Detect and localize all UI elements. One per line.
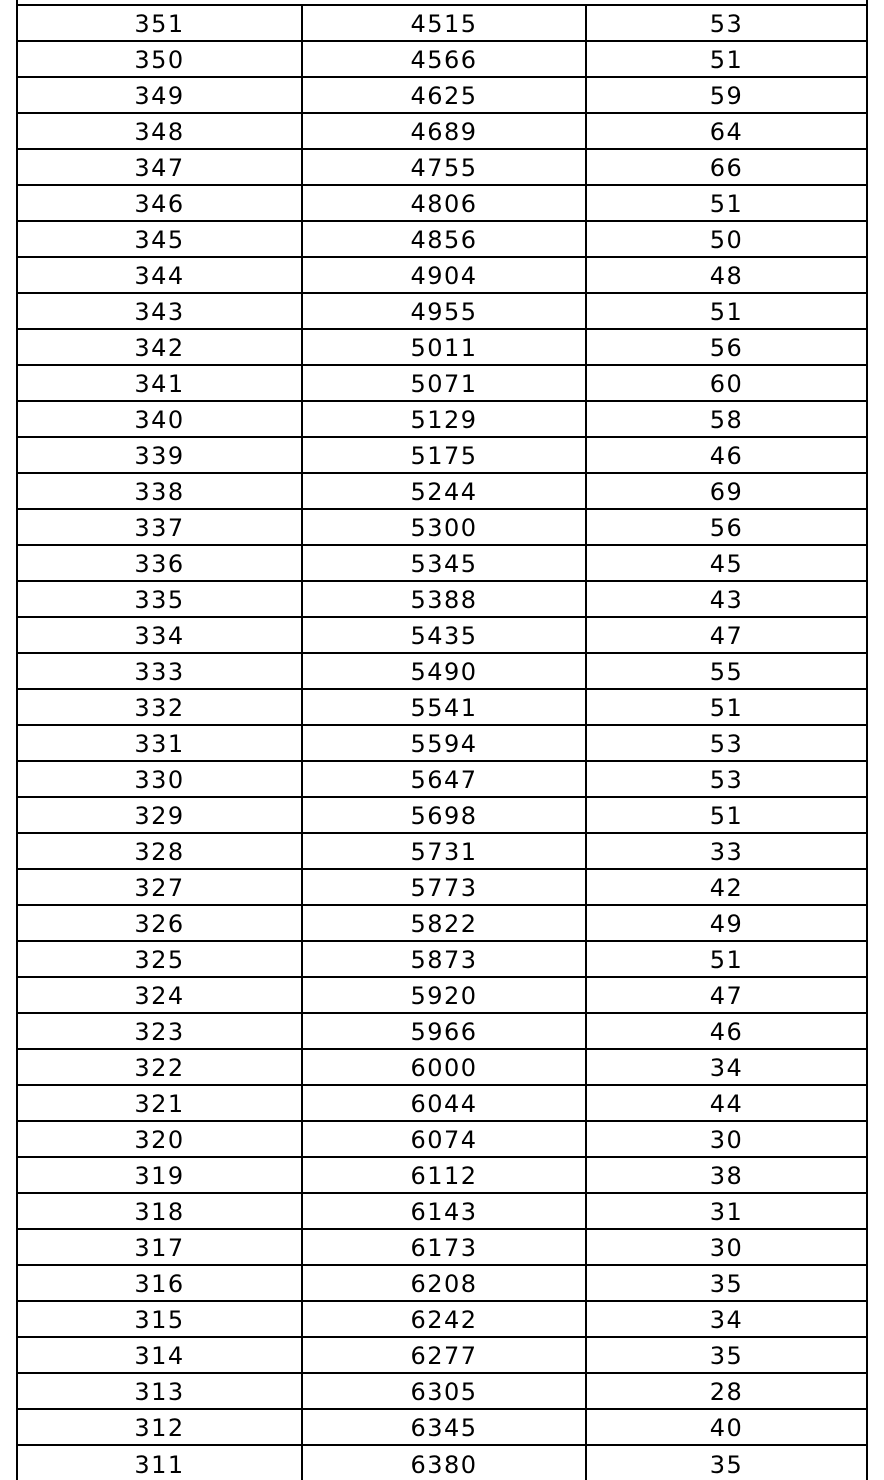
table-row <box>18 365 866 401</box>
table-row <box>18 1193 866 1229</box>
cumulative-count-cell: 5071 <box>302 365 586 401</box>
count-cell: 28 <box>586 1373 866 1409</box>
count-cell: 34 <box>586 1301 866 1337</box>
table-row <box>18 293 866 329</box>
table-row <box>18 581 866 617</box>
count-cell: 51 <box>586 941 866 977</box>
score-cell: 338 <box>18 473 302 509</box>
cumulative-count-cell: 4955 <box>302 293 586 329</box>
score-cell: 322 <box>18 1049 302 1085</box>
score-cell: 333 <box>18 653 302 689</box>
score-cell: 315 <box>18 1301 302 1337</box>
table-row <box>18 653 866 689</box>
score-cell: 316 <box>18 1265 302 1301</box>
score-cell: 350 <box>18 41 302 77</box>
score-cell: 334 <box>18 617 302 653</box>
cumulative-count-cell: 4806 <box>302 185 586 221</box>
table-row <box>18 689 866 725</box>
table-row <box>18 941 866 977</box>
cumulative-count-cell: 6305 <box>302 1373 586 1409</box>
score-cell: 311 <box>18 1445 302 1480</box>
table-row <box>18 797 866 833</box>
count-cell: 53 <box>586 5 866 41</box>
cumulative-count-cell: 4856 <box>302 221 586 257</box>
score-cell: 340 <box>18 401 302 437</box>
cumulative-count-cell: 4904 <box>302 257 586 293</box>
table-row <box>18 617 866 653</box>
score-cell: 345 <box>18 221 302 257</box>
table-row <box>18 1085 866 1121</box>
score-cell: 349 <box>18 77 302 113</box>
score-cell: 331 <box>18 725 302 761</box>
cumulative-count-cell: 6112 <box>302 1157 586 1193</box>
table-row <box>18 221 866 257</box>
score-table-body <box>18 5 866 1480</box>
count-cell: 33 <box>586 833 866 869</box>
count-cell: 35 <box>586 1337 866 1373</box>
count-cell: 53 <box>586 761 866 797</box>
cumulative-count-cell: 4625 <box>302 77 586 113</box>
count-cell: 47 <box>586 977 866 1013</box>
count-cell: 50 <box>586 221 866 257</box>
count-cell: 47 <box>586 617 866 653</box>
score-cell: 318 <box>18 1193 302 1229</box>
count-cell: 59 <box>586 77 866 113</box>
cumulative-count-cell: 5011 <box>302 329 586 365</box>
count-cell: 35 <box>586 1445 866 1480</box>
table-row <box>18 761 866 797</box>
table-row <box>18 509 866 545</box>
score-table-page <box>16 0 868 1480</box>
table-row <box>18 5 866 41</box>
cumulative-count-cell: 5594 <box>302 725 586 761</box>
count-cell: 30 <box>586 1121 866 1157</box>
count-cell: 45 <box>586 545 866 581</box>
table-row <box>18 1301 866 1337</box>
score-cell: 332 <box>18 689 302 725</box>
table-row <box>18 329 866 365</box>
score-cell: 343 <box>18 293 302 329</box>
cumulative-count-cell: 5435 <box>302 617 586 653</box>
count-cell: 66 <box>586 149 866 185</box>
score-cell: 341 <box>18 365 302 401</box>
score-cell: 320 <box>18 1121 302 1157</box>
score-cell: 327 <box>18 869 302 905</box>
cumulative-count-cell: 4515 <box>302 5 586 41</box>
cumulative-count-cell: 5698 <box>302 797 586 833</box>
cumulative-count-cell: 5920 <box>302 977 586 1013</box>
count-cell: 31 <box>586 1193 866 1229</box>
table-row <box>18 1265 866 1301</box>
table-row <box>18 437 866 473</box>
cumulative-count-cell: 6208 <box>302 1265 586 1301</box>
table-row <box>18 1373 866 1409</box>
score-cell: 336 <box>18 545 302 581</box>
count-cell: 53 <box>586 725 866 761</box>
score-cell: 351 <box>18 5 302 41</box>
cumulative-count-cell: 6173 <box>302 1229 586 1265</box>
cumulative-count-cell: 6345 <box>302 1409 586 1445</box>
cumulative-count-cell: 5388 <box>302 581 586 617</box>
table-row <box>18 869 866 905</box>
score-cell: 319 <box>18 1157 302 1193</box>
table-row <box>18 833 866 869</box>
score-cell: 342 <box>18 329 302 365</box>
score-cell: 317 <box>18 1229 302 1265</box>
table-row <box>18 1049 866 1085</box>
table-row <box>18 1409 866 1445</box>
cumulative-count-cell: 4689 <box>302 113 586 149</box>
count-cell: 56 <box>586 329 866 365</box>
count-cell: 46 <box>586 437 866 473</box>
score-cell: 321 <box>18 1085 302 1121</box>
score-cell: 329 <box>18 797 302 833</box>
table-row <box>18 113 866 149</box>
score-cell: 348 <box>18 113 302 149</box>
score-cell: 335 <box>18 581 302 617</box>
score-cell: 314 <box>18 1337 302 1373</box>
table-row <box>18 185 866 221</box>
table-row <box>18 1445 866 1480</box>
table-row <box>18 1229 866 1265</box>
score-cell: 330 <box>18 761 302 797</box>
table-row <box>18 401 866 437</box>
score-cell: 324 <box>18 977 302 1013</box>
count-cell: 56 <box>586 509 866 545</box>
cumulative-count-cell: 4755 <box>302 149 586 185</box>
count-cell: 51 <box>586 797 866 833</box>
cumulative-count-cell: 5822 <box>302 905 586 941</box>
cumulative-count-cell: 6277 <box>302 1337 586 1373</box>
count-cell: 44 <box>586 1085 866 1121</box>
score-cell: 325 <box>18 941 302 977</box>
score-cell: 328 <box>18 833 302 869</box>
table-row <box>18 1121 866 1157</box>
table-row <box>18 977 866 1013</box>
table-row <box>18 545 866 581</box>
table-row <box>18 257 866 293</box>
table-row <box>18 1337 866 1373</box>
score-cell: 326 <box>18 905 302 941</box>
score-cell: 323 <box>18 1013 302 1049</box>
cumulative-count-cell: 5966 <box>302 1013 586 1049</box>
table-row <box>18 41 866 77</box>
count-cell: 69 <box>586 473 866 509</box>
count-cell: 35 <box>586 1265 866 1301</box>
score-cell: 346 <box>18 185 302 221</box>
count-cell: 40 <box>586 1409 866 1445</box>
table-row <box>18 725 866 761</box>
cumulative-count-cell: 6000 <box>302 1049 586 1085</box>
table-row <box>18 473 866 509</box>
count-cell: 38 <box>586 1157 866 1193</box>
table-row <box>18 1013 866 1049</box>
cumulative-count-cell: 5490 <box>302 653 586 689</box>
count-cell: 46 <box>586 1013 866 1049</box>
cumulative-count-cell: 5175 <box>302 437 586 473</box>
cumulative-count-cell: 6242 <box>302 1301 586 1337</box>
count-cell: 42 <box>586 869 866 905</box>
cumulative-count-cell: 6380 <box>302 1445 586 1480</box>
count-cell: 60 <box>586 365 866 401</box>
table-row <box>18 77 866 113</box>
score-cell: 347 <box>18 149 302 185</box>
cumulative-count-cell: 5873 <box>302 941 586 977</box>
count-cell: 30 <box>586 1229 866 1265</box>
score-cell: 339 <box>18 437 302 473</box>
cumulative-count-cell: 5773 <box>302 869 586 905</box>
count-cell: 48 <box>586 257 866 293</box>
score-cell: 313 <box>18 1373 302 1409</box>
count-cell: 55 <box>586 653 866 689</box>
cumulative-count-cell: 5731 <box>302 833 586 869</box>
table-row <box>18 1157 866 1193</box>
score-cell: 344 <box>18 257 302 293</box>
count-cell: 49 <box>586 905 866 941</box>
table-row <box>18 149 866 185</box>
table-row <box>18 905 866 941</box>
count-cell: 51 <box>586 185 866 221</box>
count-cell: 51 <box>586 689 866 725</box>
cumulative-count-cell: 6044 <box>302 1085 586 1121</box>
cumulative-count-cell: 6074 <box>302 1121 586 1157</box>
count-cell: 43 <box>586 581 866 617</box>
count-cell: 64 <box>586 113 866 149</box>
count-cell: 58 <box>586 401 866 437</box>
cumulative-count-cell: 5345 <box>302 545 586 581</box>
count-cell: 51 <box>586 293 866 329</box>
score-table <box>18 4 866 1480</box>
cumulative-count-cell: 5129 <box>302 401 586 437</box>
count-cell: 51 <box>586 41 866 77</box>
cumulative-count-cell: 5647 <box>302 761 586 797</box>
cumulative-count-cell: 5300 <box>302 509 586 545</box>
score-cell: 312 <box>18 1409 302 1445</box>
count-cell: 34 <box>586 1049 866 1085</box>
cumulative-count-cell: 4566 <box>302 41 586 77</box>
cumulative-count-cell: 5244 <box>302 473 586 509</box>
cumulative-count-cell: 6143 <box>302 1193 586 1229</box>
cumulative-count-cell: 5541 <box>302 689 586 725</box>
score-cell: 337 <box>18 509 302 545</box>
